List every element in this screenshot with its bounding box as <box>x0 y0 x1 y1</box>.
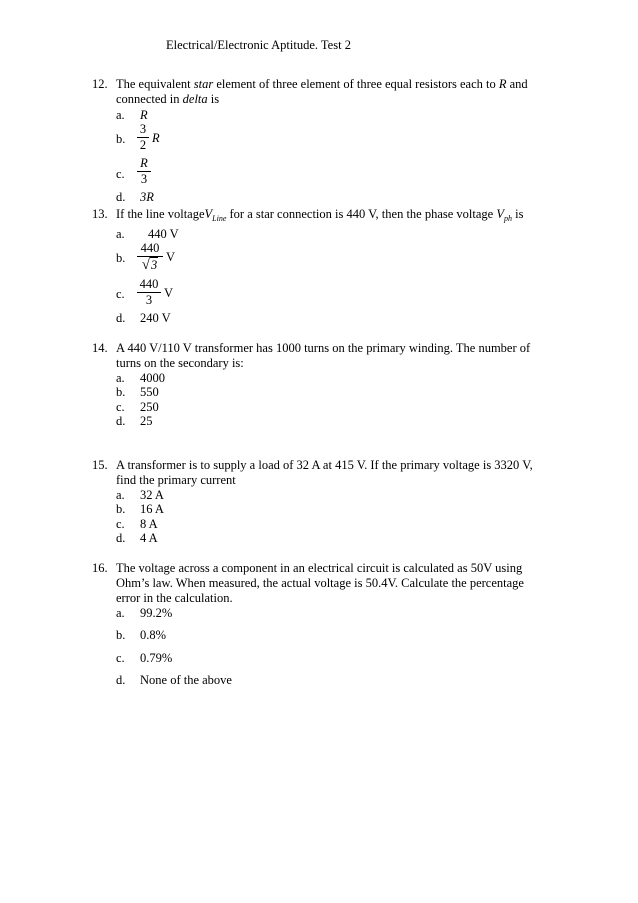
question-number: 13. <box>92 207 108 221</box>
fraction: R 3 <box>137 156 151 187</box>
question-text: A transformer is to supply a load of 32 A at 415 V. If the primary voltage is 3320 V, find the primary current <box>116 458 533 487</box>
fraction: 440 3 <box>137 277 161 308</box>
document-page: Electrical/Electronic Aptitude. Test 2 12. The equivalent star element of three element of three equal resistors each to R and connected in delta is a. R b. 3 2 R c. R 3 d. 3R 13. If the line voltageV$_{Line}$ for a star connection is 440 V, then the phase voltage $V_{ph}$ is a. 440 V b. 440 √3 V c. 440 3 V d. 240 V 14. A 440 V/110 V transformer has 1000 turns on the primary winding. The number of turns on the secondary is: a. 4000 b. 550 c. 250 d. 25 15. A transformer is to supply a load of 32 A at 415 V. If the primary voltage is 3320 V, find the primary current a. 32 A b. 16 A c. 8 A d. 4 A 16. The voltage across a component in an electrical circuit is calculated as 50V using Ohm’s law. When measured, the actual voltage is 50.4V. Calculate the percentage error in the calculation. a. 99.2% b. 0.8% c. 0.79% d. None of the above <box>0 0 638 903</box>
question-15 <box>92 458 572 488</box>
question-number: 16. <box>92 561 108 575</box>
sqrt-symbol: √3 <box>141 257 158 273</box>
question-text: If the line voltageV$_{Line}$ for a star connection is 440 V, then the phase voltage $V_{ph}$ is <box>116 207 524 223</box>
fraction: 3 2 <box>137 122 149 153</box>
question-text: A 440 V/110 V transformer has 1000 turns on the primary winding. The number of turns on the secondary is: <box>116 341 531 370</box>
question-12 <box>92 77 562 107</box>
page-header: Electrical/Electronic Aptitude. Test 2 <box>166 38 351 52</box>
question-16 <box>92 561 572 606</box>
fraction: 440 √3 <box>137 241 163 273</box>
question-14 <box>92 341 572 371</box>
question-13 <box>92 207 572 226</box>
question-number: 12. <box>92 77 108 91</box>
question-text: The voltage across a component in an electrical circuit is calculated as 50V using Ohm’s law. When measured, the actual voltage is 50.4V. Calculate the percentage error in the calculation. <box>116 561 524 605</box>
question-number: 15. <box>92 458 108 472</box>
question-text: The equivalent star element of three element of three equal resistors each to R and connected in delta is <box>116 77 528 106</box>
question-number: 14. <box>92 341 108 355</box>
